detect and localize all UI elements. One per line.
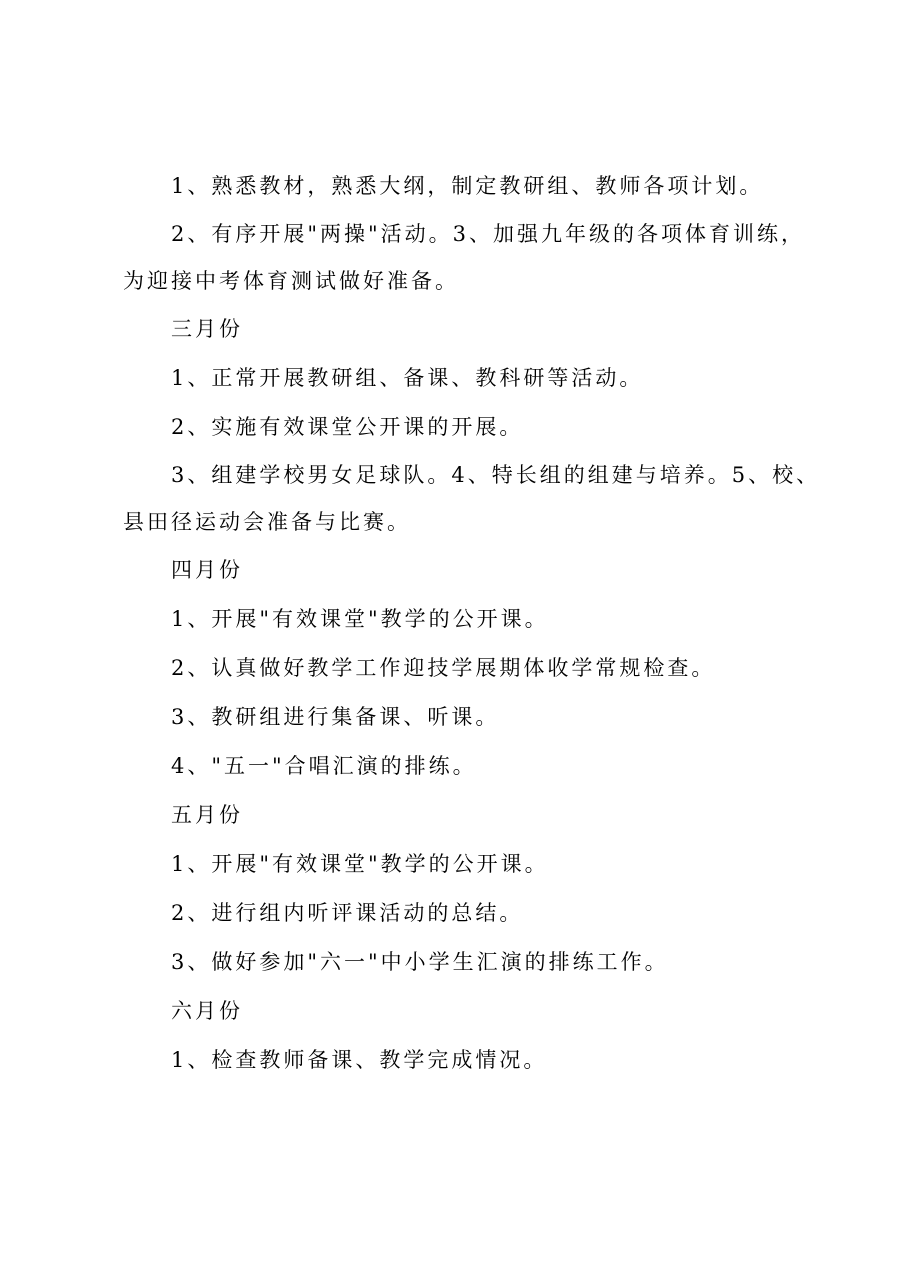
paragraph-item: 3、教研组进行集备课、听课。 (171, 705, 500, 729)
month-heading-march: 三月份 (171, 317, 243, 341)
paragraph-item: 3、做好参加"六一"中小学生汇演的排练工作。 (171, 950, 669, 974)
paragraph-item: 3、组建学校男女足球队。4、特长组的组建与培养。5、校、县田径运动会准备与比赛。 (123, 463, 821, 534)
month-heading-june: 六月份 (171, 999, 243, 1023)
paragraph-item: 2、进行组内听评课活动的总结。 (171, 901, 524, 925)
paragraph-item: 4、"五一"合唱汇演的排练。 (171, 754, 477, 778)
document-body (123, 162, 823, 1085)
paragraph-item: 2、有序开展"两操"活动。3、加强九年级的各项体育训练，为迎接中考体育测试做好准备。 (123, 222, 806, 293)
paragraph-item: 1、正常开展教研组、备课、教科研等活动。 (171, 366, 644, 390)
paragraph-item: 2、认真做好教学工作迎技学展期体收学常规检查。 (171, 656, 716, 680)
paragraph-item: 1、开展"有效课堂"教学的公开课。 (171, 852, 549, 876)
paragraph-item: 1、熟悉教材，熟悉大纲，制定教研组、教师各项计划。 (171, 174, 764, 198)
paragraph-item: 2、实施有效课堂公开课的开展。 (171, 415, 524, 439)
month-heading-april: 四月份 (171, 558, 243, 582)
month-heading-may: 五月份 (171, 803, 243, 827)
paragraph-item: 1、开展"有效课堂"教学的公开课。 (171, 607, 549, 631)
paragraph-item: 1、检查教师备课、教学完成情况。 (171, 1048, 548, 1072)
